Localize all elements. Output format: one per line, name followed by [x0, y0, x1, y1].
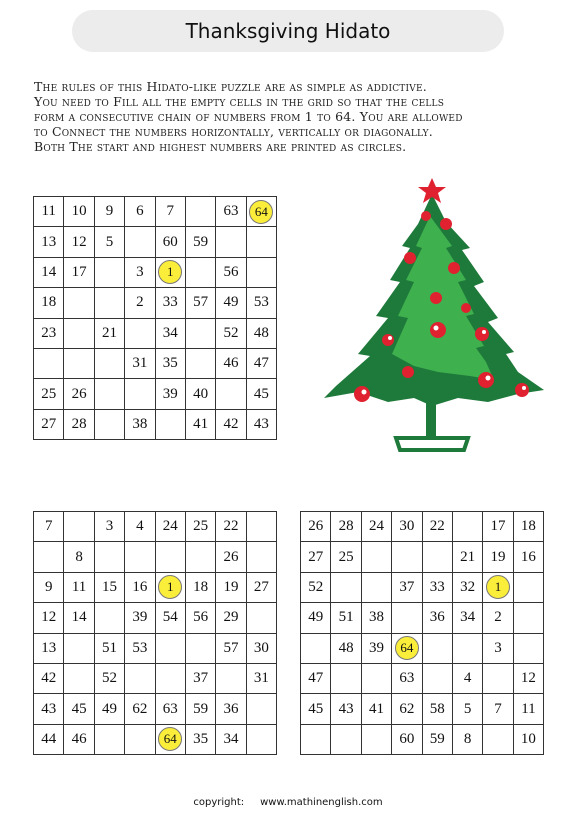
grid-row	[34, 288, 277, 318]
grid-cell: 43	[331, 694, 361, 724]
grid-cell[interactable]	[246, 724, 276, 754]
grid-cell: 2	[125, 288, 155, 318]
grid-cell[interactable]	[125, 542, 155, 572]
grid-cell: 18	[185, 572, 215, 602]
grid-cell: 36	[216, 694, 246, 724]
rules-line: The rules of this Hidato-like puzzle are as simple as addictive.	[34, 79, 427, 94]
grid-cell: 52	[94, 663, 124, 693]
grid-cell: 17	[483, 512, 513, 542]
grid-cell[interactable]	[125, 663, 155, 693]
grid-cell: 27	[246, 572, 276, 602]
grid-cell: 43	[246, 409, 276, 439]
grid-cell[interactable]	[64, 348, 94, 378]
grid-cell[interactable]	[216, 663, 246, 693]
grid-cell	[155, 257, 185, 287]
grid-row	[34, 724, 277, 754]
grid-cell: 10	[513, 724, 543, 754]
grid-cell[interactable]	[246, 694, 276, 724]
grid-cell: 13	[34, 633, 64, 663]
grid-row	[301, 724, 544, 754]
grid-cell: 7	[155, 197, 185, 227]
grid-cell[interactable]	[125, 724, 155, 754]
grid-cell: 22	[216, 512, 246, 542]
grid-cell: 63	[155, 694, 185, 724]
grid-cell[interactable]	[155, 633, 185, 663]
grid-cell[interactable]	[246, 512, 276, 542]
grid-cell: 18	[513, 512, 543, 542]
grid-cell: 8	[64, 542, 94, 572]
puzzle-grid-3	[300, 511, 544, 755]
grid-cell[interactable]	[422, 663, 452, 693]
grid-row	[34, 348, 277, 378]
grid-cell[interactable]	[216, 379, 246, 409]
grid-cell: 6	[125, 197, 155, 227]
grid-cell: 19	[483, 542, 513, 572]
grid-cell: 31	[125, 348, 155, 378]
grid-cell: 41	[185, 409, 215, 439]
grid-cell: 34	[216, 724, 246, 754]
grid-cell: 30	[246, 633, 276, 663]
grid-cell[interactable]	[64, 288, 94, 318]
grid-row	[301, 663, 544, 693]
grid-cell: 25	[34, 379, 64, 409]
grid-cell[interactable]	[155, 409, 185, 439]
grid-cell	[155, 724, 185, 754]
grid-cell[interactable]	[483, 724, 513, 754]
grid-cell: 32	[452, 572, 482, 602]
tree-trunk	[426, 402, 436, 440]
grid-row	[34, 603, 277, 633]
grid-cell: 26	[216, 542, 246, 572]
grid-cell: 62	[125, 694, 155, 724]
grid-cell[interactable]	[94, 409, 124, 439]
grid-cell[interactable]	[452, 512, 482, 542]
grid-cell: 36	[422, 603, 452, 633]
grid-cell: 26	[301, 512, 331, 542]
grid-cell: 49	[301, 603, 331, 633]
grid-cell: 63	[392, 663, 422, 693]
grid-cell: 21	[94, 318, 124, 348]
grid-cell[interactable]	[94, 603, 124, 633]
grid-cell[interactable]	[34, 348, 64, 378]
grid-cell: 45	[301, 694, 331, 724]
start-number-circle: 1	[158, 260, 182, 284]
grid-cell[interactable]	[392, 603, 422, 633]
grid-cell: 31	[246, 663, 276, 693]
grid-cell: 42	[34, 663, 64, 693]
grid-cell[interactable]	[185, 257, 215, 287]
grid-cell[interactable]	[361, 542, 391, 572]
grid-cell: 34	[452, 603, 482, 633]
grid-cell: 59	[185, 694, 215, 724]
grid-row	[34, 318, 277, 348]
grid-cell[interactable]	[361, 663, 391, 693]
grid-cell: 46	[216, 348, 246, 378]
end-number-circle: 64	[158, 727, 182, 751]
grid-cell: 21	[452, 542, 482, 572]
grid-cell: 52	[216, 318, 246, 348]
grid-row	[301, 572, 544, 602]
grid-cell: 37	[185, 663, 215, 693]
grid-cell: 58	[422, 694, 452, 724]
grid-cell: 38	[125, 409, 155, 439]
grid-cell: 24	[361, 512, 391, 542]
grid-row	[301, 542, 544, 572]
grid-row	[34, 512, 277, 542]
grid-cell[interactable]	[246, 542, 276, 572]
puzzle-grid-1	[33, 196, 277, 440]
grid-cell[interactable]	[94, 542, 124, 572]
grid-cell[interactable]	[361, 572, 391, 602]
grid-cell[interactable]	[94, 288, 124, 318]
footer	[0, 797, 576, 808]
grid-cell: 11	[513, 694, 543, 724]
grid-cell[interactable]	[94, 257, 124, 287]
grid-cell: 53	[125, 633, 155, 663]
grid-cell[interactable]	[94, 379, 124, 409]
grid-cell: 49	[94, 694, 124, 724]
grid-cell: 40	[185, 379, 215, 409]
grid-cell: 51	[94, 633, 124, 663]
grid-cell	[246, 197, 276, 227]
grid-cell[interactable]	[361, 724, 391, 754]
start-number-circle: 1	[158, 575, 182, 599]
grid-cell: 24	[155, 512, 185, 542]
grid-cell: 3	[125, 257, 155, 287]
grid-cell: 22	[422, 512, 452, 542]
grid-cell: 27	[301, 542, 331, 572]
grid-cell: 46	[64, 724, 94, 754]
grid-row	[34, 542, 277, 572]
grid-cell: 48	[331, 633, 361, 663]
grid-cell: 44	[34, 724, 64, 754]
grid-cell: 38	[361, 603, 391, 633]
grid-cell[interactable]	[513, 603, 543, 633]
grid-cell[interactable]	[301, 724, 331, 754]
grid-cell: 2	[483, 603, 513, 633]
grid-cell: 59	[185, 227, 215, 257]
rules-line: You need to Fill all the empty cells in the grid so that the cells	[34, 94, 445, 109]
grid-cell: 9	[34, 572, 64, 602]
copyright-site: www.mathinenglish.com	[260, 797, 383, 808]
grid-cell[interactable]	[392, 542, 422, 572]
grid-cell: 41	[361, 694, 391, 724]
grid-cell: 42	[216, 409, 246, 439]
grid-cell: 49	[216, 288, 246, 318]
grid-row	[301, 603, 544, 633]
grid-cell: 12	[34, 603, 64, 633]
grid-row	[34, 379, 277, 409]
grid-row	[34, 227, 277, 257]
grid-cell: 19	[216, 572, 246, 602]
grid-cell[interactable]	[185, 542, 215, 572]
grid-cell: 60	[392, 724, 422, 754]
grid-cell[interactable]	[513, 572, 543, 602]
rules-text	[34, 79, 549, 154]
grid-cell: 7	[483, 694, 513, 724]
grid-cell[interactable]	[64, 663, 94, 693]
grid-row	[34, 409, 277, 439]
grid-cell[interactable]	[452, 633, 482, 663]
grid-cell: 59	[422, 724, 452, 754]
grid-row	[34, 197, 277, 227]
grid-cell: 34	[155, 318, 185, 348]
grid-cell[interactable]	[246, 257, 276, 287]
grid-cell[interactable]	[125, 318, 155, 348]
grid-cell[interactable]	[185, 318, 215, 348]
grid-cell: 60	[155, 227, 185, 257]
title-banner	[72, 10, 504, 52]
grid-cell: 9	[94, 197, 124, 227]
grid-cell: 16	[513, 542, 543, 572]
grid-cell[interactable]	[64, 512, 94, 542]
grid-cell: 15	[94, 572, 124, 602]
grid-cell[interactable]	[125, 379, 155, 409]
grid-cell: 11	[64, 572, 94, 602]
start-number-circle: 1	[486, 575, 510, 599]
grid-row	[34, 257, 277, 287]
grid-cell: 28	[64, 409, 94, 439]
grid-row	[34, 572, 277, 602]
grid-cell: 16	[125, 572, 155, 602]
grid-cell: 27	[34, 409, 64, 439]
grid-cell: 39	[125, 603, 155, 633]
grid-cell: 8	[452, 724, 482, 754]
grid-cell: 7	[34, 512, 64, 542]
grid-cell[interactable]	[331, 572, 361, 602]
grid-cell: 13	[34, 227, 64, 257]
grid-cell	[483, 572, 513, 602]
grid-cell: 29	[216, 603, 246, 633]
grid-cell[interactable]	[216, 227, 246, 257]
grid-cell[interactable]	[34, 542, 64, 572]
grid-cell[interactable]	[155, 663, 185, 693]
grid-cell[interactable]	[185, 633, 215, 663]
grid-row	[301, 694, 544, 724]
grid-cell: 47	[301, 663, 331, 693]
grid-cell[interactable]	[155, 542, 185, 572]
grid-cell: 53	[246, 288, 276, 318]
grid-row	[34, 663, 277, 693]
grid-row	[301, 512, 544, 542]
copyright-label: copyright:	[193, 797, 245, 808]
rules-line: form a consecutive chain of numbers from 1 to 64. You are allowed	[34, 109, 463, 124]
grid-cell: 39	[361, 633, 391, 663]
grid-cell: 5	[94, 227, 124, 257]
rules-line: Both The start and highest numbers are printed as circles.	[34, 139, 407, 154]
grid-cell: 23	[34, 318, 64, 348]
grid-cell: 35	[155, 348, 185, 378]
grid-cell: 11	[34, 197, 64, 227]
grid-cell: 51	[331, 603, 361, 633]
grid-cell: 30	[392, 512, 422, 542]
grid-cell[interactable]	[301, 633, 331, 663]
grid-cell	[392, 633, 422, 663]
grid-cell: 4	[452, 663, 482, 693]
grid-cell: 12	[513, 663, 543, 693]
grid-cell: 33	[155, 288, 185, 318]
grid-cell[interactable]	[185, 348, 215, 378]
grid-cell: 52	[301, 572, 331, 602]
grid-cell: 26	[64, 379, 94, 409]
grid-cell: 28	[331, 512, 361, 542]
grid-cell[interactable]	[513, 633, 543, 663]
grid-cell: 47	[246, 348, 276, 378]
grid-cell: 4	[125, 512, 155, 542]
grid-cell: 12	[64, 227, 94, 257]
grid-cell: 48	[246, 318, 276, 348]
grid-cell: 43	[34, 694, 64, 724]
grid-cell[interactable]	[125, 227, 155, 257]
grid-cell[interactable]	[331, 724, 361, 754]
grid-cell[interactable]	[483, 663, 513, 693]
grid-cell	[155, 572, 185, 602]
grid-cell[interactable]	[246, 227, 276, 257]
grid-cell[interactable]	[422, 542, 452, 572]
grid-cell: 63	[216, 197, 246, 227]
grid-row	[34, 694, 277, 724]
grid-cell[interactable]	[94, 724, 124, 754]
end-number-circle: 64	[395, 636, 419, 660]
grid-cell: 57	[216, 633, 246, 663]
grid-cell: 5	[452, 694, 482, 724]
grid-cell: 39	[155, 379, 185, 409]
grid-cell: 10	[64, 197, 94, 227]
grid-row	[34, 633, 277, 663]
grid-row	[301, 633, 544, 663]
grid-cell: 14	[34, 257, 64, 287]
grid-cell[interactable]	[246, 603, 276, 633]
puzzle-grid-2	[33, 511, 277, 755]
grid-cell: 3	[94, 512, 124, 542]
grid-cell: 33	[422, 572, 452, 602]
grid-cell: 14	[64, 603, 94, 633]
grid-cell: 62	[392, 694, 422, 724]
rules-line: to Connect the numbers horizontally, vertically or diagonally.	[34, 124, 433, 139]
grid-cell: 57	[185, 288, 215, 318]
grid-cell: 3	[483, 633, 513, 663]
grid-cell[interactable]	[422, 633, 452, 663]
grid-cell: 56	[185, 603, 215, 633]
page-title: Thanksgiving Hidato	[185, 19, 391, 43]
grid-cell: 37	[392, 572, 422, 602]
grid-cell: 45	[246, 379, 276, 409]
grid-cell: 25	[331, 542, 361, 572]
grid-cell: 54	[155, 603, 185, 633]
grid-cell[interactable]	[64, 318, 94, 348]
christmas-tree-illustration	[318, 176, 546, 466]
grid-cell: 35	[185, 724, 215, 754]
grid-cell[interactable]	[64, 633, 94, 663]
grid-cell: 45	[64, 694, 94, 724]
grid-cell: 25	[185, 512, 215, 542]
end-number-circle: 64	[249, 200, 273, 224]
grid-cell[interactable]	[185, 197, 215, 227]
grid-cell[interactable]	[331, 663, 361, 693]
grid-cell: 56	[216, 257, 246, 287]
grid-cell: 18	[34, 288, 64, 318]
grid-cell[interactable]	[94, 348, 124, 378]
grid-cell: 17	[64, 257, 94, 287]
